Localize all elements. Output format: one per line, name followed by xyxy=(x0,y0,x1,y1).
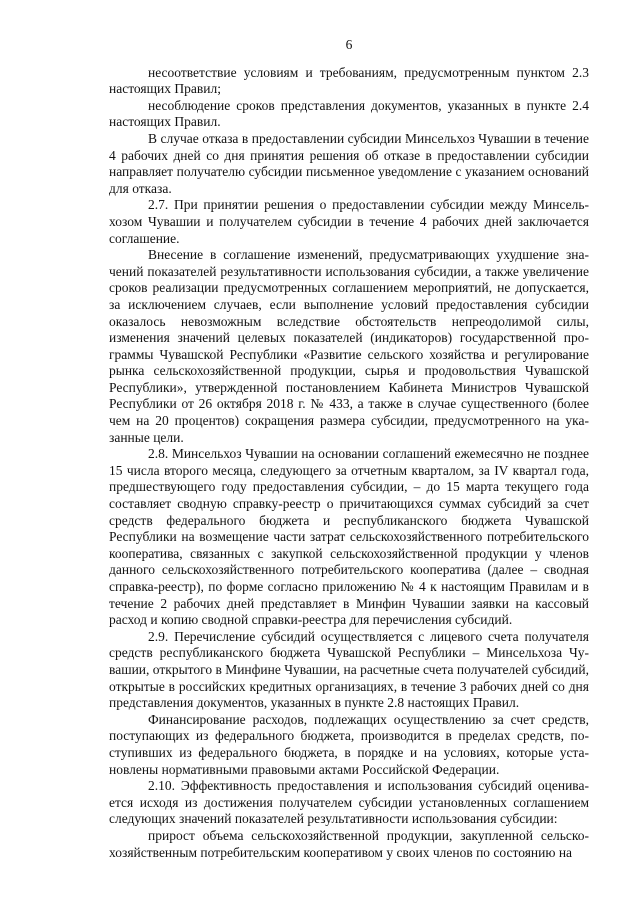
paragraph-refusal-notice: В случае отказа в предоставлении субсидии Минсельхоз Чувашии в течение 4 рабочих дней со дня принятия решения об отказе в предоставлении субсидии направляет получателю субсидии письменное уведомление с указанием оснований для отказа. xyxy=(109,130,589,196)
paragraph-noncompliance: несоответствие условиям и требованиям, предусмотренным пунктом 2.3 настоящих Правил; xyxy=(109,64,589,97)
paragraph-financing: Финансирование расходов, подлежащих осуществлению за счет средств, поступающих из федерального бюджета, производится в пределах средств, поступивших из федерального бюджета, в порядке и на условиях, которые установлены нормативными правовыми актами Российской Федерации. xyxy=(109,711,589,777)
paragraph-2-8-registry: 2.8. Минсельхоз Чувашии на основании соглашений ежемесячно не позднее 15 числа второго месяца, следующего за отчетным кварталом, за IV квартал года, предшествующего году предоставления субсидии, – до 15 марта текущего года составляет сводную справку-реестр о причитающихся суммах субсидий за счет средств федерального бюджета и республиканского бюджета Чувашской Республики на возмещение части затрат сельскохозяйственного потребительского кооператива, связанных с закупкой сельскохозяйственной продукции у членов данного сельскохозяйственного потребительского кооператива (далее – сводная справка-реестр), по форме согласно приложению № 4 к настоящим Правилам и в течение 2 рабочих дней представляет в Минфин Чувашии заявки на кассовый расход и копию сводной справки-реестра для перечисления субсидий. xyxy=(109,446,589,628)
paragraph-2-10-efficiency: 2.10. Эффективность предоставления и использования субсидий оценивается исходя из достижения получателем субсидии установленных соглашением следующих значений показателей результативности использования субсидии: xyxy=(109,778,589,827)
page-number: 6 xyxy=(345,37,353,52)
paragraph-production-growth: прирост объема сельскохозяйственной продукции, закупленной сельскохозяйственным потребительским кооперативом у своих членов по состоянию на xyxy=(109,827,589,860)
paragraph-deadline-violation: несоблюдение сроков представления документов, указанных в пункте 2.4 настоящих Правил. xyxy=(109,97,589,130)
document-page xyxy=(109,37,589,861)
paragraph-agreement-amendments: Внесение в соглашение изменений, предусматривающих ухудшение значений показателей результативности использования субсидии, а также увеличение сроков реализации предусмотренных соглашением мероприятий, не допускается, за исключением случаев, если выполнение условий предоставления субсидии оказалось невозможным вследствие обстоятельств непреодолимой силы, изменения значений целевых показателей (индикаторов) государственной программы Чувашской Республики «Развитие сельского хозяйства и регулирование рынка сельскохозяйственной продукции, сырья и продовольствия Чувашской Республики», утвержденной постановлением Кабинета Министров Чувашской Республики от 26 октября 2018 г. № 433, а также в случае существенного (более чем на 20 процентов) сокращения размера субсидии, предусмотренного на указанные цели. xyxy=(109,247,589,445)
paragraph-2-9-transfer: 2.9. Перечисление субсидий осуществляется с лицевого счета получателя средств республиканского бюджета Чувашской Республики – Минсельхоза Чувашии, открытого в Минфине Чувашии, на расчетные счета получателей субсидий, открытые в российских кредитных организациях, в течение 3 рабочих дней со дня представления документов, указанных в пункте 2.8 настоящих Правил. xyxy=(109,628,589,711)
paragraph-2-7-agreement: 2.7. При принятии решения о предоставлении субсидии между Минсельхозом Чувашии и получателем субсидии в течение 4 рабочих дней заключается соглашение. xyxy=(109,197,589,246)
